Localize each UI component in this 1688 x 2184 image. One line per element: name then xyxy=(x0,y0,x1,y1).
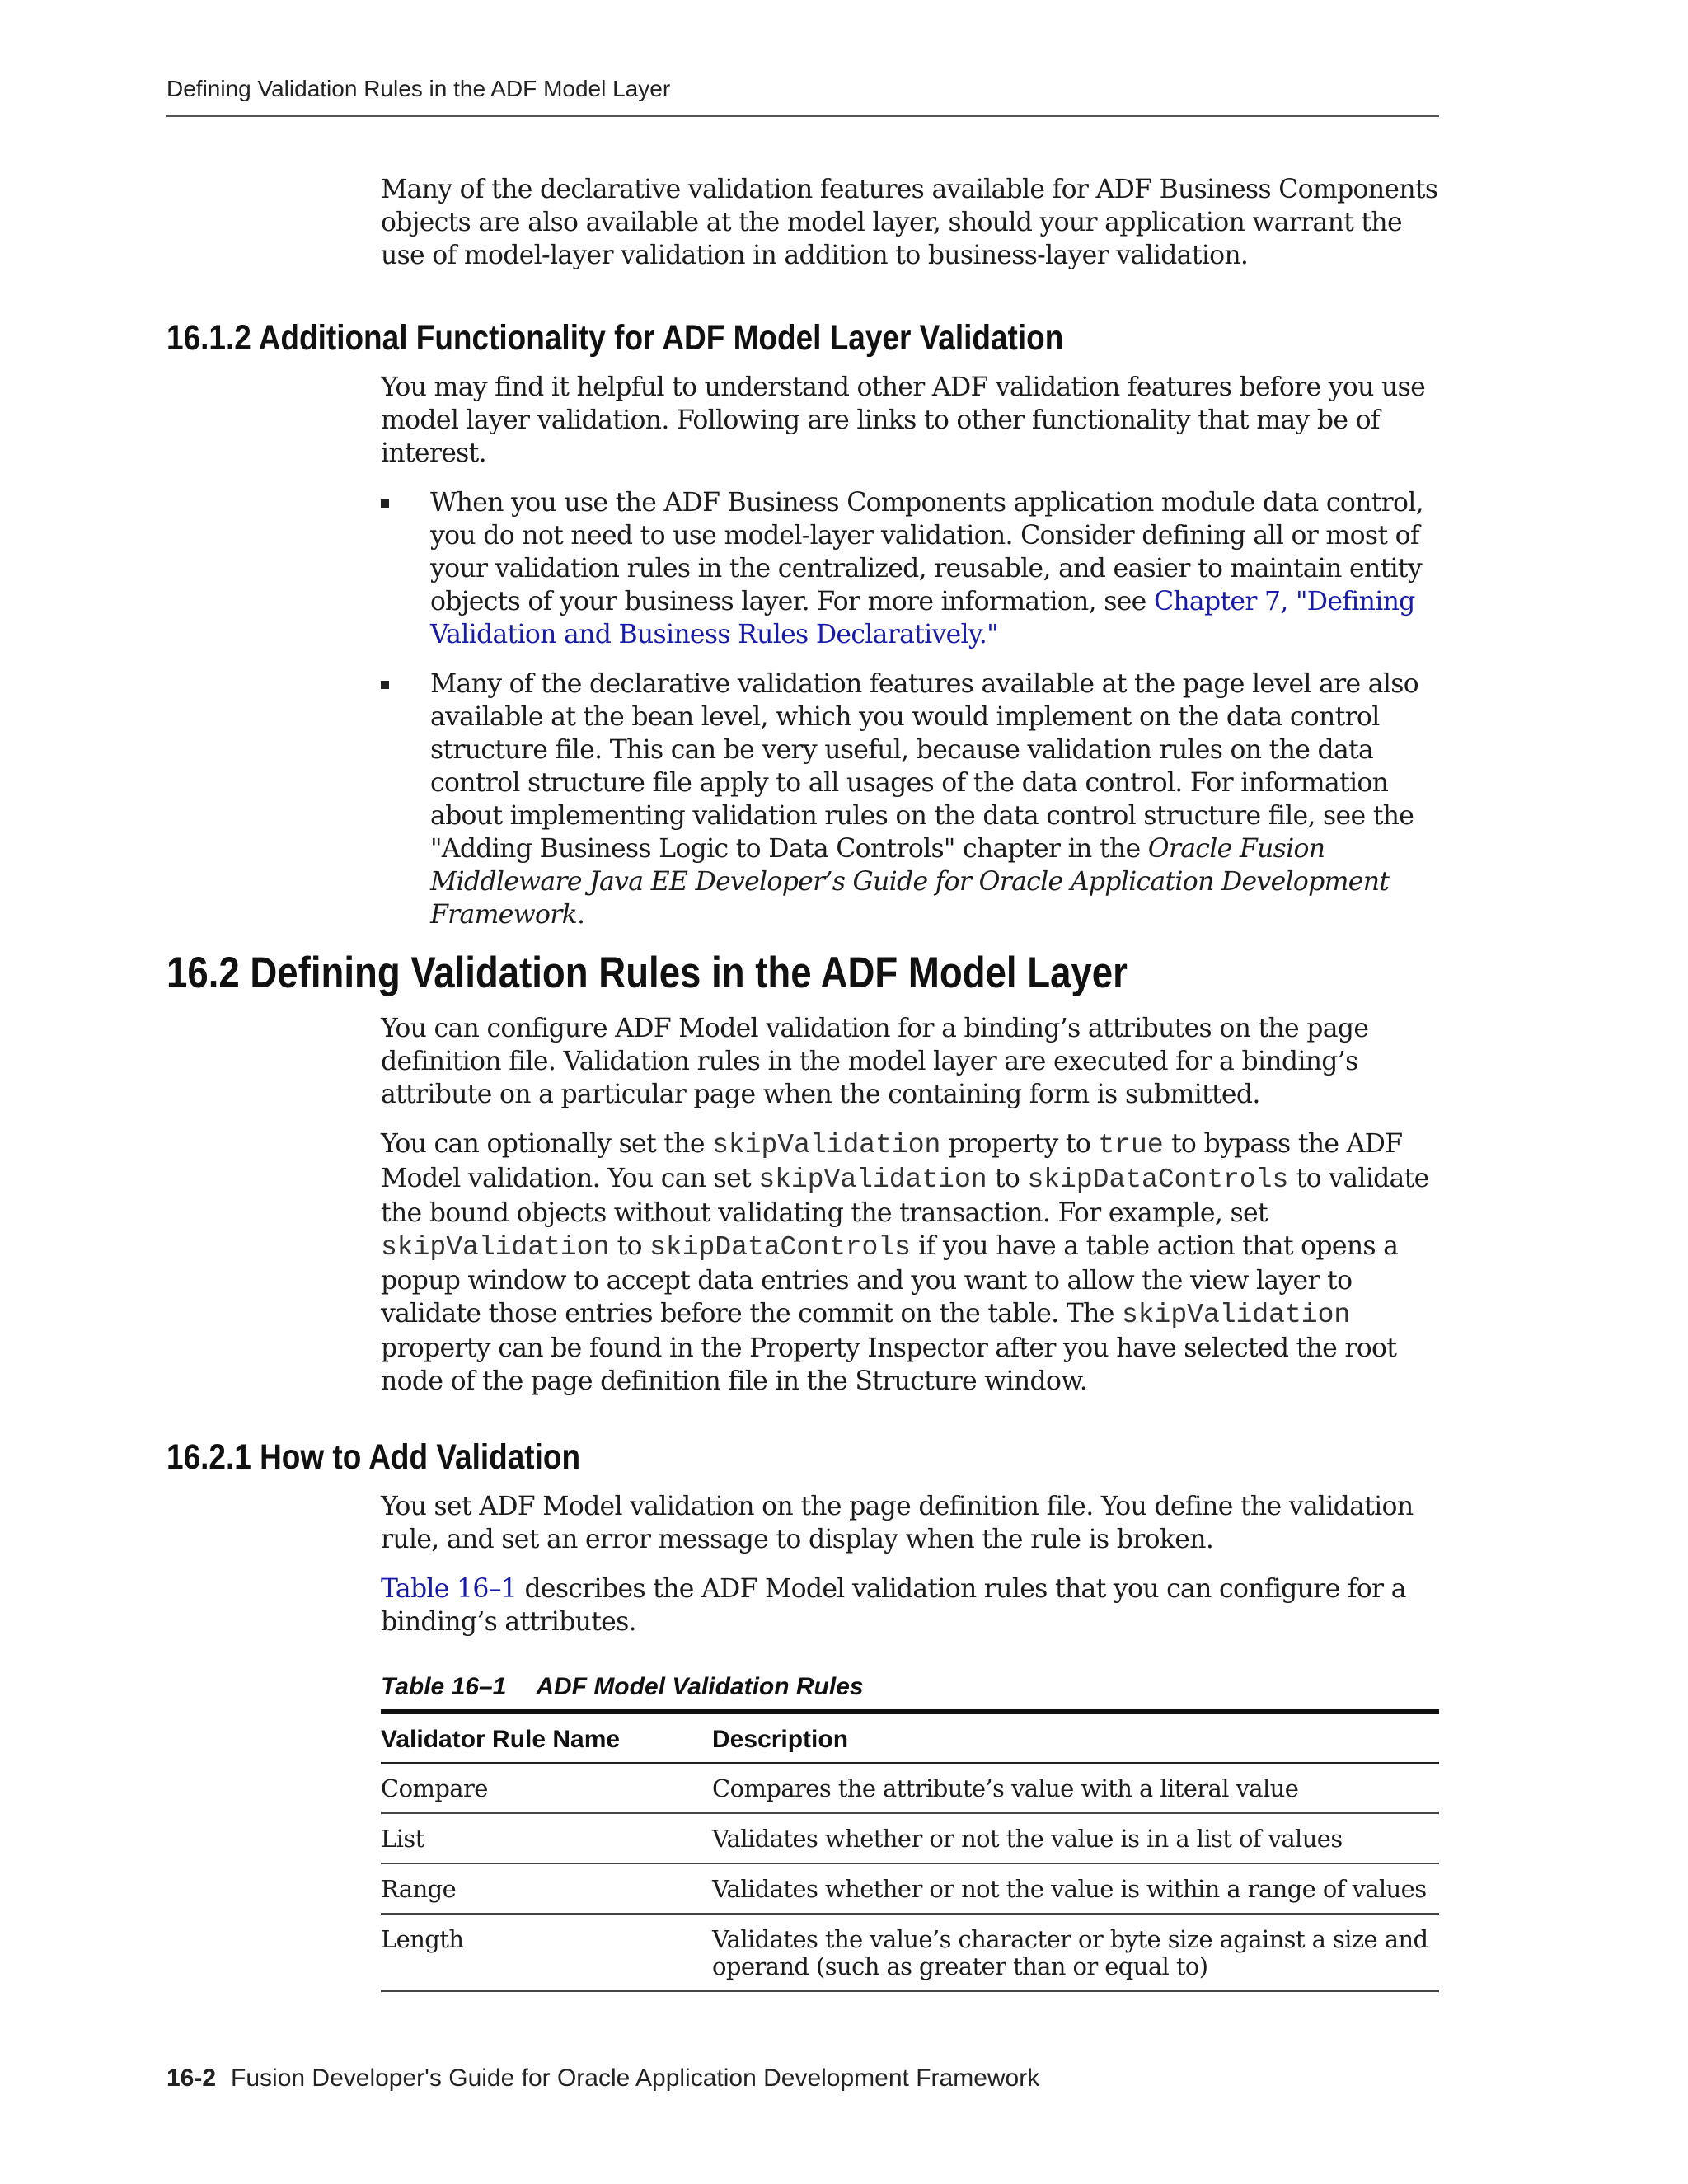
intro-block xyxy=(381,173,1439,272)
rule-name-cell: Length xyxy=(381,1914,712,1991)
text-run: property to xyxy=(940,1129,1099,1159)
section-heading-16-2-1: 16.2.1 How to Add Validation xyxy=(166,1437,581,1477)
code-skipvalidation: skipValidation xyxy=(1121,1300,1351,1330)
rule-name-cell: List xyxy=(381,1813,712,1863)
text-run: to validate the bound objects without validating the transaction. For example, set xyxy=(381,1164,1429,1228)
section-16-2-body xyxy=(381,1012,1439,1398)
code-true: true xyxy=(1098,1130,1164,1160)
rule-description-cell: Compares the attribute’s value with a literal value xyxy=(712,1763,1439,1813)
header-rule xyxy=(166,115,1439,117)
page-number: 16-2 xyxy=(166,2064,217,2092)
code-skipvalidation: skipValidation xyxy=(381,1232,610,1263)
chapter-7-link[interactable]: Chapter 7, "Defining Validation and Business Rules Declaratively." xyxy=(430,587,1415,649)
validation-rules-table xyxy=(381,1709,1439,1992)
table-row xyxy=(381,1813,1439,1863)
rule-name-cell: Compare xyxy=(381,1763,712,1813)
bullet-square-icon xyxy=(381,499,389,508)
code-skipvalidation: skipValidation xyxy=(758,1165,987,1195)
text-run: to xyxy=(987,1164,1028,1193)
table-header-row xyxy=(381,1712,1439,1763)
list-item xyxy=(381,486,1439,651)
rule-name-cell: Range xyxy=(381,1863,712,1914)
code-skipvalidation: skipValidation xyxy=(712,1130,941,1160)
section-16-2-1-body xyxy=(381,1490,1439,1638)
section-16-2-paragraph-2 xyxy=(381,1127,1439,1398)
bullet2-end: . xyxy=(576,900,585,930)
book-title: Fusion Developer's Guide for Oracle Application Development Framework xyxy=(231,2064,1040,2092)
bullet-list xyxy=(381,486,1439,931)
text-run: if you have a table action that opens a popup window to accept data entries and you want to allow the view layer to validate those entries before the commit on the table. The xyxy=(381,1231,1399,1329)
section-heading-16-2: 16.2 Defining Validation Rules in the ADF Model Layer xyxy=(166,949,1128,997)
section-16-2-paragraph-1: You can configure ADF Model validation for a binding’s attributes on the page definition file. Validation rules in the model layer are executed for a binding’s attribute on a particular page when the containing form is submitted. xyxy=(381,1014,1369,1109)
text-run: describes the ADF Model validation rules that you can configure for a binding’s attributes. xyxy=(381,1574,1406,1637)
bullet1-text: When you use the ADF Business Components application module data control, you do not need to use model-layer validation. Consider defining all or most of your validation rules in the centralized, reusable, and easier to maintain entity objects of your business layer. For more information, see xyxy=(430,488,1423,616)
table-caption-title: ADF Model Validation Rules xyxy=(536,1673,864,1700)
section-heading-16-1-2: 16.1.2 Additional Functionality for ADF Model Layer Validation xyxy=(166,318,1064,358)
table-caption-number: Table 16–1 xyxy=(381,1673,507,1700)
intro-paragraph: Many of the declarative validation features available for ADF Business Components objects are also available at the model layer, should your application warrant the use of model-layer validation in addition to business-layer validation. xyxy=(381,175,1438,270)
section-16-2-1-paragraph-1: You set ADF Model validation on the page definition file. You define the validation rule, and set an error message to display when the rule is broken. xyxy=(381,1492,1414,1554)
table-row xyxy=(381,1863,1439,1914)
text-run: You can optionally set the xyxy=(381,1129,713,1159)
page-footer xyxy=(166,2064,1039,2093)
list-item xyxy=(381,668,1439,931)
table-16-1-link[interactable]: Table 16–1 xyxy=(381,1574,518,1604)
table-row xyxy=(381,1914,1439,1991)
text-run: property can be found in the Property Inspector after you have selected the root node of the page definition file in the Structure window. xyxy=(381,1333,1397,1396)
column-header-rule-name: Validator Rule Name xyxy=(381,1726,621,1753)
bullet-square-icon xyxy=(381,681,389,689)
code-skipdatacontrols: skipDataControls xyxy=(1027,1165,1289,1195)
code-skipdatacontrols: skipDataControls xyxy=(649,1232,911,1263)
rule-description-cell: Validates the value’s character or byte size against a size and operand (such as greater than or equal to) xyxy=(712,1914,1439,1991)
book-title-italic: Oracle Fusion Middleware Java EE Developer’s Guide for Oracle Application Development Framework xyxy=(430,834,1390,930)
rule-description-cell: Validates whether or not the value is in a list of values xyxy=(712,1813,1439,1863)
rule-description-cell: Validates whether or not the value is within a range of values xyxy=(712,1863,1439,1914)
text-run: to xyxy=(609,1231,650,1261)
running-header: Defining Validation Rules in the ADF Model Layer xyxy=(166,76,671,101)
section-16-1-2-body xyxy=(381,371,1439,931)
table-caption xyxy=(381,1673,864,1701)
bullet2-text: Many of the declarative validation features available at the page level are also available at the bean level, which you would implement on the data control structure file. This can be very useful, because validation rules on the data control structure file apply to all usages of the data control. For information about implementing validation rules on the data control structure file, see the "Adding Business Logic to Data Controls" chapter in the xyxy=(430,669,1418,864)
section-16-2-1-paragraph-2 xyxy=(381,1572,1439,1638)
column-header-description: Description xyxy=(712,1726,849,1753)
section-16-1-2-paragraph: You may find it helpful to understand other ADF validation features before you use model layer validation. Following are links to other functionality that may be of interest. xyxy=(381,373,1426,468)
table-row xyxy=(381,1763,1439,1813)
text-run: to bypass the ADF Model validation. You can set xyxy=(381,1129,1403,1193)
